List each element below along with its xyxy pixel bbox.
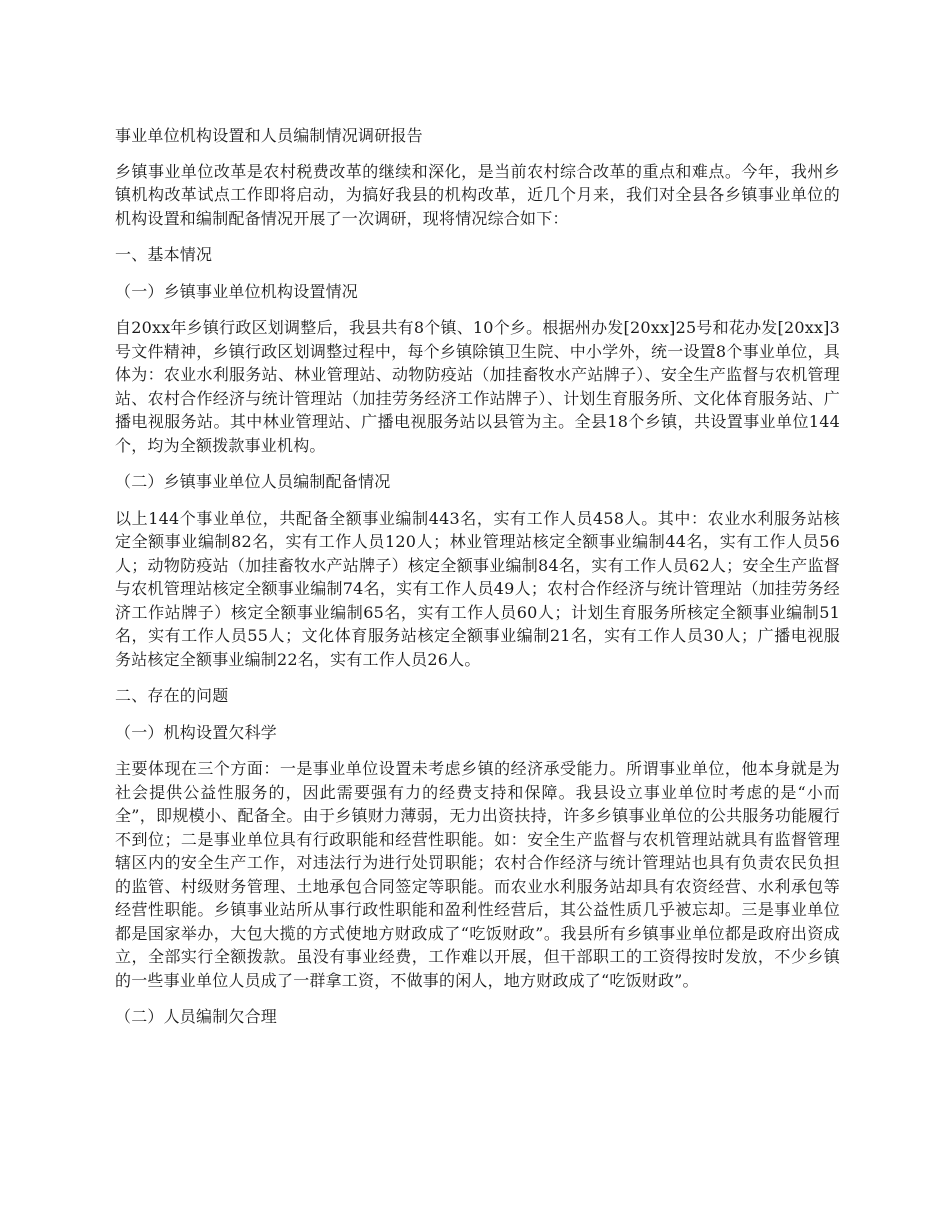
- paragraph-setup: 自20xx年乡镇行政区划调整后，我县共有8个镇、10个乡。根据州办发[20xx]25号和花办发[20xx]3号文件精神，乡镇行政区划调整过程中，每个乡镇除镇卫生院、中小学外，统一设置8个事业单位，具体为：农业水利服务站、林业管理站、动物防疫站（加挂畜牧水产站牌子）、安全生产监督与农机管理站、农村合作经济与统计管理站（加挂劳务经济工作站牌子）、计划生育服务所、文化体育服务站、广播电视服务站。其中林业管理站、广播电视服务站以县管为主。全县18个乡镇，共设置事业单位144个，均为全额拨款事业机构。: [115, 318, 840, 455]
- paragraph-staffing: 以上144个事业单位，共配备全额事业编制443名，实有工作人员458人。其中：农业水利服务站核定全额事业编制82名，实有工作人员120人；林业管理站核定全额事业编制44名，实有工作人员56人；动物防疫站（加挂畜牧水产站牌子）核定全额事业编制84名，实有工作人员62人；安全生产监督与农机管理站核定全额事业编制74名，实有工作人员49人；农村合作经济与统计管理站（加挂劳务经济工作站牌子）核定全额事业编制65名，实有工作人员60人；计划生育服务所核定全额事业编制51名，实有工作人员55人；文化体育服务站核定全额事业编制21名，实有工作人员30人；广播电视服务站核定全额事业编制22名，实有工作人员26人。: [115, 508, 840, 669]
- subsection-heading-setup: （一）乡镇事业单位机构设置情况: [115, 281, 359, 301]
- document-body: [115, 124, 840, 1042]
- subsection-heading-structure: （一）机构设置欠科学: [115, 722, 278, 742]
- paragraph-structure: 主要体现在三个方面：一是事业单位设置未考虑乡镇的经济承受能力。所谓事业单位，他本身就是为社会提供公益性服务的，因此需要强有力的经费支持和保障。我县设立事业单位时考虑的是“小而全”，即规模小、配备全。由于乡镇财力薄弱，无力出资扶持，许多乡镇事业单位的公共服务功能履行不到位；二是事业单位具有行政职能和经营性职能。如：安全生产监督与农机管理站就具有监督管理辖区内的安全生产工作，对违法行为进行处罚职能；农村合作经济与统计管理站也具有负责农民负担的监管、村级财务管理、土地承包合同签定等职能。而农业水利服务站却具有农资经营、水利承包等经营性职能。乡镇事业站所从事行政性职能和盈利性经营后，其公益性质几乎被忘却。三是事业单位都是国家举办，大包大揽的方式使地方财政成了“吃饭财政”。我县所有乡镇事业单位都是政府出资成立，全部实行全额拨款。虽没有事业经费，工作难以开展，但干部职工的工资得按时发放，不少乡镇的一些事业单位人员成了一群拿工资，不做事的闲人，地方财政成了“吃饭财政”。: [115, 759, 840, 990]
- intro-paragraph: 乡镇事业单位改革是农村税费改革的继续和深化，是当前农村综合改革的重点和难点。今年，我州乡镇机构改革试点工作即将启动，为搞好我县的机构改革，近几个月来，我们对全县各乡镇事业单位的机构设置和编制配备情况开展了一次调研，现将情况综合如下：: [115, 161, 840, 228]
- section-heading-basic: 一、基本情况: [115, 245, 213, 264]
- section-heading-problems: 二、存在的问题: [115, 686, 229, 705]
- subsection-heading-personnel: （二）人员编制欠合理: [115, 1007, 278, 1026]
- subsection-heading-staffing: （二）乡镇事业单位人员编制配备情况: [115, 472, 391, 491]
- document-title: 事业单位机构设置和人员编制情况调研报告: [115, 126, 423, 145]
